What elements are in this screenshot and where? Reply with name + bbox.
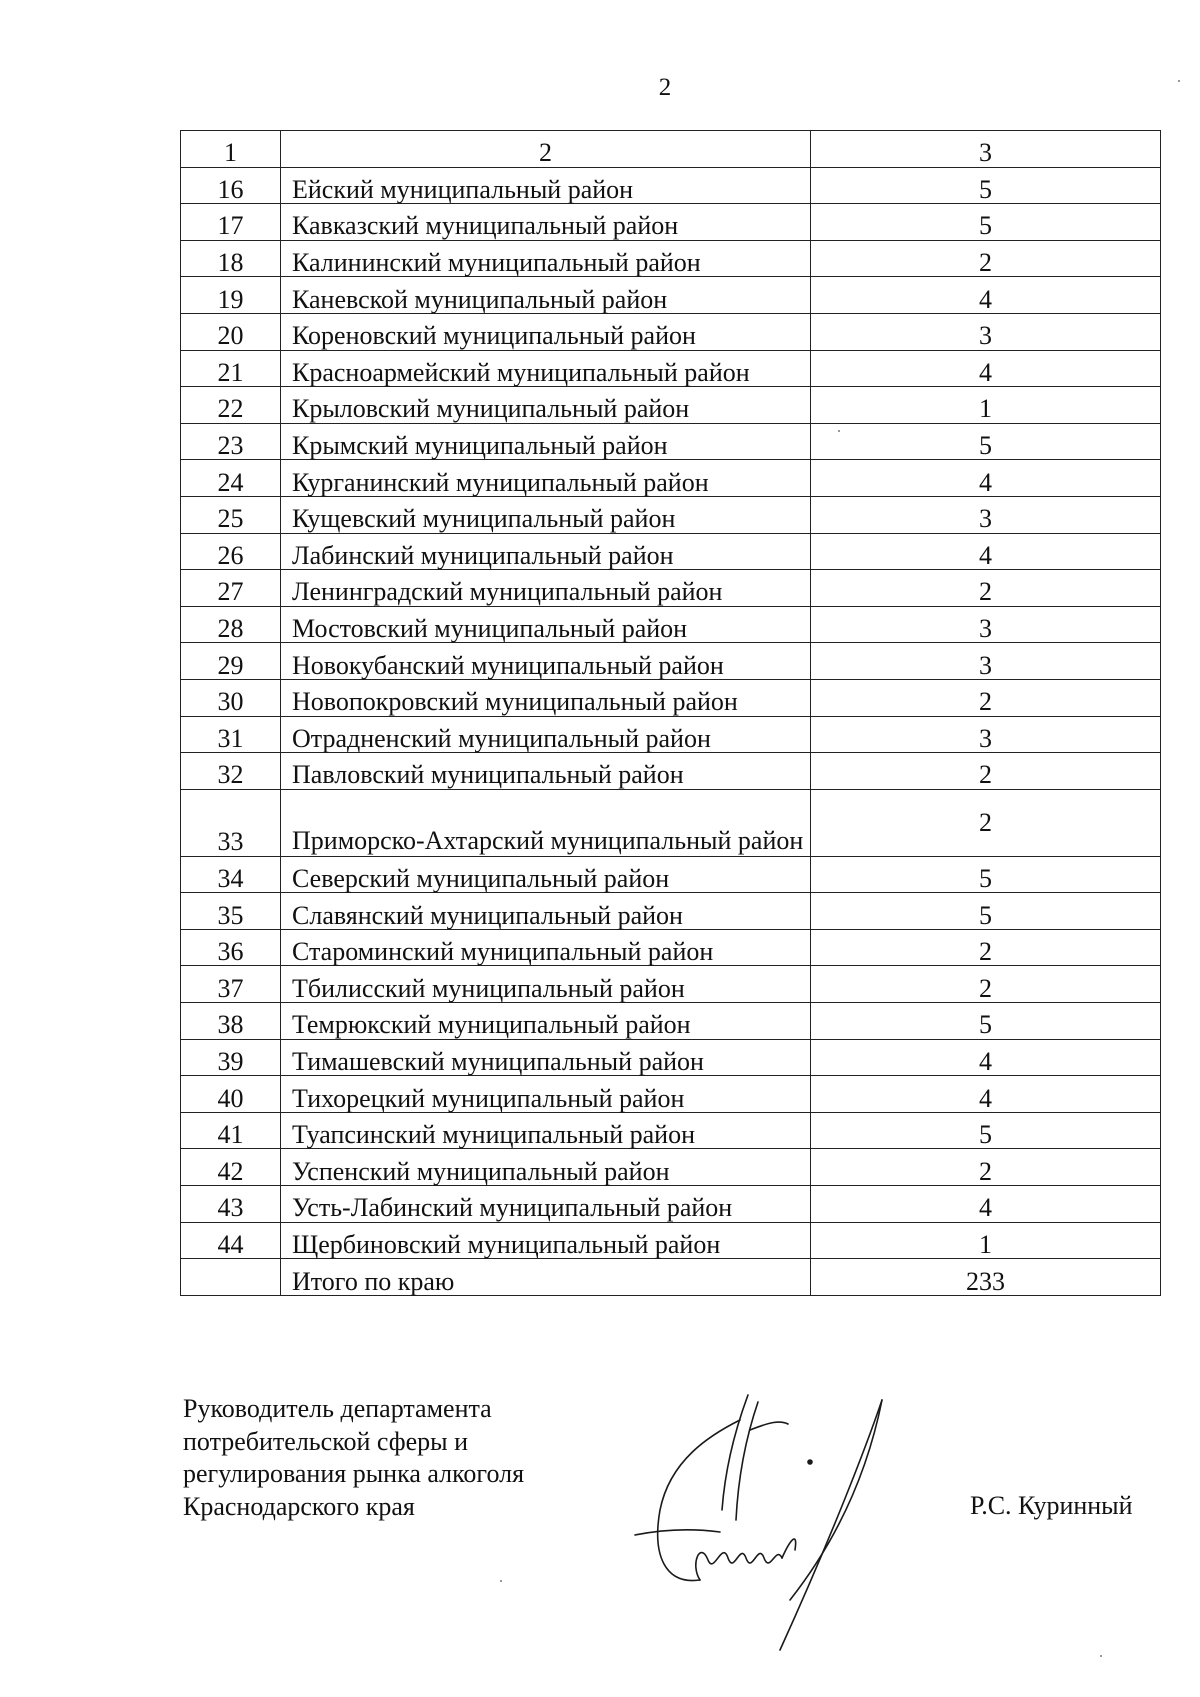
- district-name-cell: Щербиновский муниципальный район: [281, 1222, 811, 1259]
- table-row: [181, 893, 1161, 930]
- row-number-cell: 43: [181, 1186, 281, 1223]
- district-name-cell: Каневской муниципальный район: [281, 277, 811, 314]
- value-cell: 2: [811, 929, 1161, 966]
- district-name-cell: Курганинский муниципальный район: [281, 460, 811, 497]
- districts-table: [180, 130, 1161, 1296]
- district-name-cell: Успенский муниципальный район: [281, 1149, 811, 1186]
- value-cell: 2: [811, 789, 1161, 856]
- header-cell-number: 1: [181, 131, 281, 168]
- district-name-cell: Усть-Лабинский муниципальный район: [281, 1186, 811, 1223]
- value-cell: 4: [811, 533, 1161, 570]
- row-number-cell: 25: [181, 496, 281, 533]
- value-cell: 5: [811, 1003, 1161, 1040]
- signer-name: Р.С. Куринный: [970, 1491, 1133, 1520]
- position-line: Краснодарского края: [183, 1491, 415, 1521]
- row-number-cell: 32: [181, 753, 281, 790]
- value-cell: 4: [811, 350, 1161, 387]
- district-name-cell: Лабинский муниципальный район: [281, 533, 811, 570]
- row-number-cell: 29: [181, 643, 281, 680]
- row-number-cell: 22: [181, 387, 281, 424]
- row-number-cell: 36: [181, 929, 281, 966]
- value-cell: 4: [811, 1039, 1161, 1076]
- district-name-cell: Ейский муниципальный район: [281, 167, 811, 204]
- value-cell: 5: [811, 856, 1161, 893]
- value-cell: 1: [811, 1222, 1161, 1259]
- header-cell-name: 2: [281, 131, 811, 168]
- table-row: [181, 350, 1161, 387]
- value-cell: 4: [811, 277, 1161, 314]
- value-cell: 5: [811, 204, 1161, 241]
- district-name-cell: Новокубанский муниципальный район: [281, 643, 811, 680]
- position-line: потребительской сферы и: [183, 1426, 469, 1456]
- value-cell: 5: [811, 1112, 1161, 1149]
- table-row: [181, 1222, 1161, 1259]
- district-name-cell: Староминский муниципальный район: [281, 929, 811, 966]
- row-number-cell: 24: [181, 460, 281, 497]
- row-number-cell: 19: [181, 277, 281, 314]
- row-number-cell: 40: [181, 1076, 281, 1113]
- row-number-cell: 23: [181, 423, 281, 460]
- table-row: [181, 313, 1161, 350]
- table-row: [181, 929, 1161, 966]
- row-number-cell: 39: [181, 1039, 281, 1076]
- row-number-cell: 37: [181, 966, 281, 1003]
- district-name-cell: Ленинградский муниципальный район: [281, 570, 811, 607]
- row-number-cell: 18: [181, 240, 281, 277]
- table-row: [181, 679, 1161, 716]
- district-name-cell: Павловский муниципальный район: [281, 753, 811, 790]
- district-name-cell: Отрадненский муниципальный район: [281, 716, 811, 753]
- table-row: [181, 570, 1161, 607]
- district-name-cell: Крымский муниципальный район: [281, 423, 811, 460]
- table-row: [181, 1003, 1161, 1040]
- district-name-cell: Калининский муниципальный район: [281, 240, 811, 277]
- district-name-cell: Крыловский муниципальный район: [281, 387, 811, 424]
- position-line: регулирования рынка алкоголя: [183, 1459, 525, 1488]
- row-number-cell: 38: [181, 1003, 281, 1040]
- row-number-cell: 35: [181, 893, 281, 930]
- table-row: [181, 1076, 1161, 1113]
- value-cell: 4: [811, 460, 1161, 497]
- value-cell: 5: [811, 423, 1161, 460]
- position-line: Руководитель департамента: [183, 1394, 492, 1423]
- row-number-cell: 44: [181, 1222, 281, 1259]
- value-cell: 2: [811, 570, 1161, 607]
- district-name-cell: Тихорецкий муниципальный район: [281, 1076, 811, 1113]
- value-cell: 2: [811, 679, 1161, 716]
- table-row: [181, 1186, 1161, 1223]
- district-name-cell: Красноармейский муниципальный район: [281, 350, 811, 387]
- district-name-cell: Кущевский муниципальный район: [281, 496, 811, 533]
- value-cell: 5: [811, 893, 1161, 930]
- table-row: [181, 240, 1161, 277]
- district-name-cell: Славянский муниципальный район: [281, 893, 811, 930]
- table-row: [181, 277, 1161, 314]
- total-number-cell: [181, 1259, 281, 1296]
- district-name-cell: Тимашевский муниципальный район: [281, 1039, 811, 1076]
- district-name-cell: Приморско-Ахтарский муниципальный район: [281, 789, 811, 856]
- row-number-cell: 42: [181, 1149, 281, 1186]
- value-cell: 3: [811, 313, 1161, 350]
- value-cell: 4: [811, 1076, 1161, 1113]
- table-row: [181, 204, 1161, 241]
- row-number-cell: 34: [181, 856, 281, 893]
- row-number-cell: 28: [181, 606, 281, 643]
- value-cell: 3: [811, 496, 1161, 533]
- row-number-cell: 30: [181, 679, 281, 716]
- signature-block-position: [183, 1393, 524, 1523]
- row-number-cell: 26: [181, 533, 281, 570]
- row-number-cell: 16: [181, 167, 281, 204]
- header-cell-value: 3: [811, 131, 1161, 168]
- value-cell: 1: [811, 387, 1161, 424]
- table-row: [181, 387, 1161, 424]
- table-row: [181, 753, 1161, 790]
- table-row: [181, 1112, 1161, 1149]
- table-row: [181, 533, 1161, 570]
- total-value-cell: 233: [811, 1259, 1161, 1296]
- value-cell: 2: [811, 966, 1161, 1003]
- row-number-cell: 41: [181, 1112, 281, 1149]
- district-name-cell: Тбилисский муниципальный район: [281, 966, 811, 1003]
- table-row: [181, 1039, 1161, 1076]
- value-cell: 5: [811, 167, 1161, 204]
- row-number-cell: 20: [181, 313, 281, 350]
- value-cell: 2: [811, 240, 1161, 277]
- table-row: [181, 167, 1161, 204]
- table-row: [181, 856, 1161, 893]
- row-number-cell: 27: [181, 570, 281, 607]
- value-cell: 3: [811, 716, 1161, 753]
- table-row: [181, 496, 1161, 533]
- row-number-cell: 21: [181, 350, 281, 387]
- district-name-cell: Туапсинский муниципальный район: [281, 1112, 811, 1149]
- table-row: [181, 716, 1161, 753]
- table-row: [181, 606, 1161, 643]
- table-row: [181, 460, 1161, 497]
- district-name-cell: Кореновский муниципальный район: [281, 313, 811, 350]
- table-row: [181, 643, 1161, 680]
- row-number-cell: 33: [181, 789, 281, 856]
- district-name-cell: Кавказский муниципальный район: [281, 204, 811, 241]
- row-number-cell: 17: [181, 204, 281, 241]
- district-name-cell: Новопокровский муниципальный район: [281, 679, 811, 716]
- total-row: [181, 1259, 1161, 1296]
- handwritten-signature: [630, 1390, 930, 1680]
- total-label-cell: Итого по краю: [281, 1259, 811, 1296]
- district-name-cell: Темрюкский муниципальный район: [281, 1003, 811, 1040]
- page-number: 2: [658, 74, 672, 101]
- table-row: [181, 789, 1161, 856]
- table-row: [181, 966, 1161, 1003]
- value-cell: 3: [811, 606, 1161, 643]
- value-cell: 2: [811, 753, 1161, 790]
- value-cell: 2: [811, 1149, 1161, 1186]
- table-row: [181, 423, 1161, 460]
- table-row: [181, 1149, 1161, 1186]
- table-header-row: [181, 131, 1161, 168]
- value-cell: 3: [811, 643, 1161, 680]
- value-cell: 4: [811, 1186, 1161, 1223]
- district-name-cell: Северский муниципальный район: [281, 856, 811, 893]
- row-number-cell: 31: [181, 716, 281, 753]
- district-name-cell: Мостовский муниципальный район: [281, 606, 811, 643]
